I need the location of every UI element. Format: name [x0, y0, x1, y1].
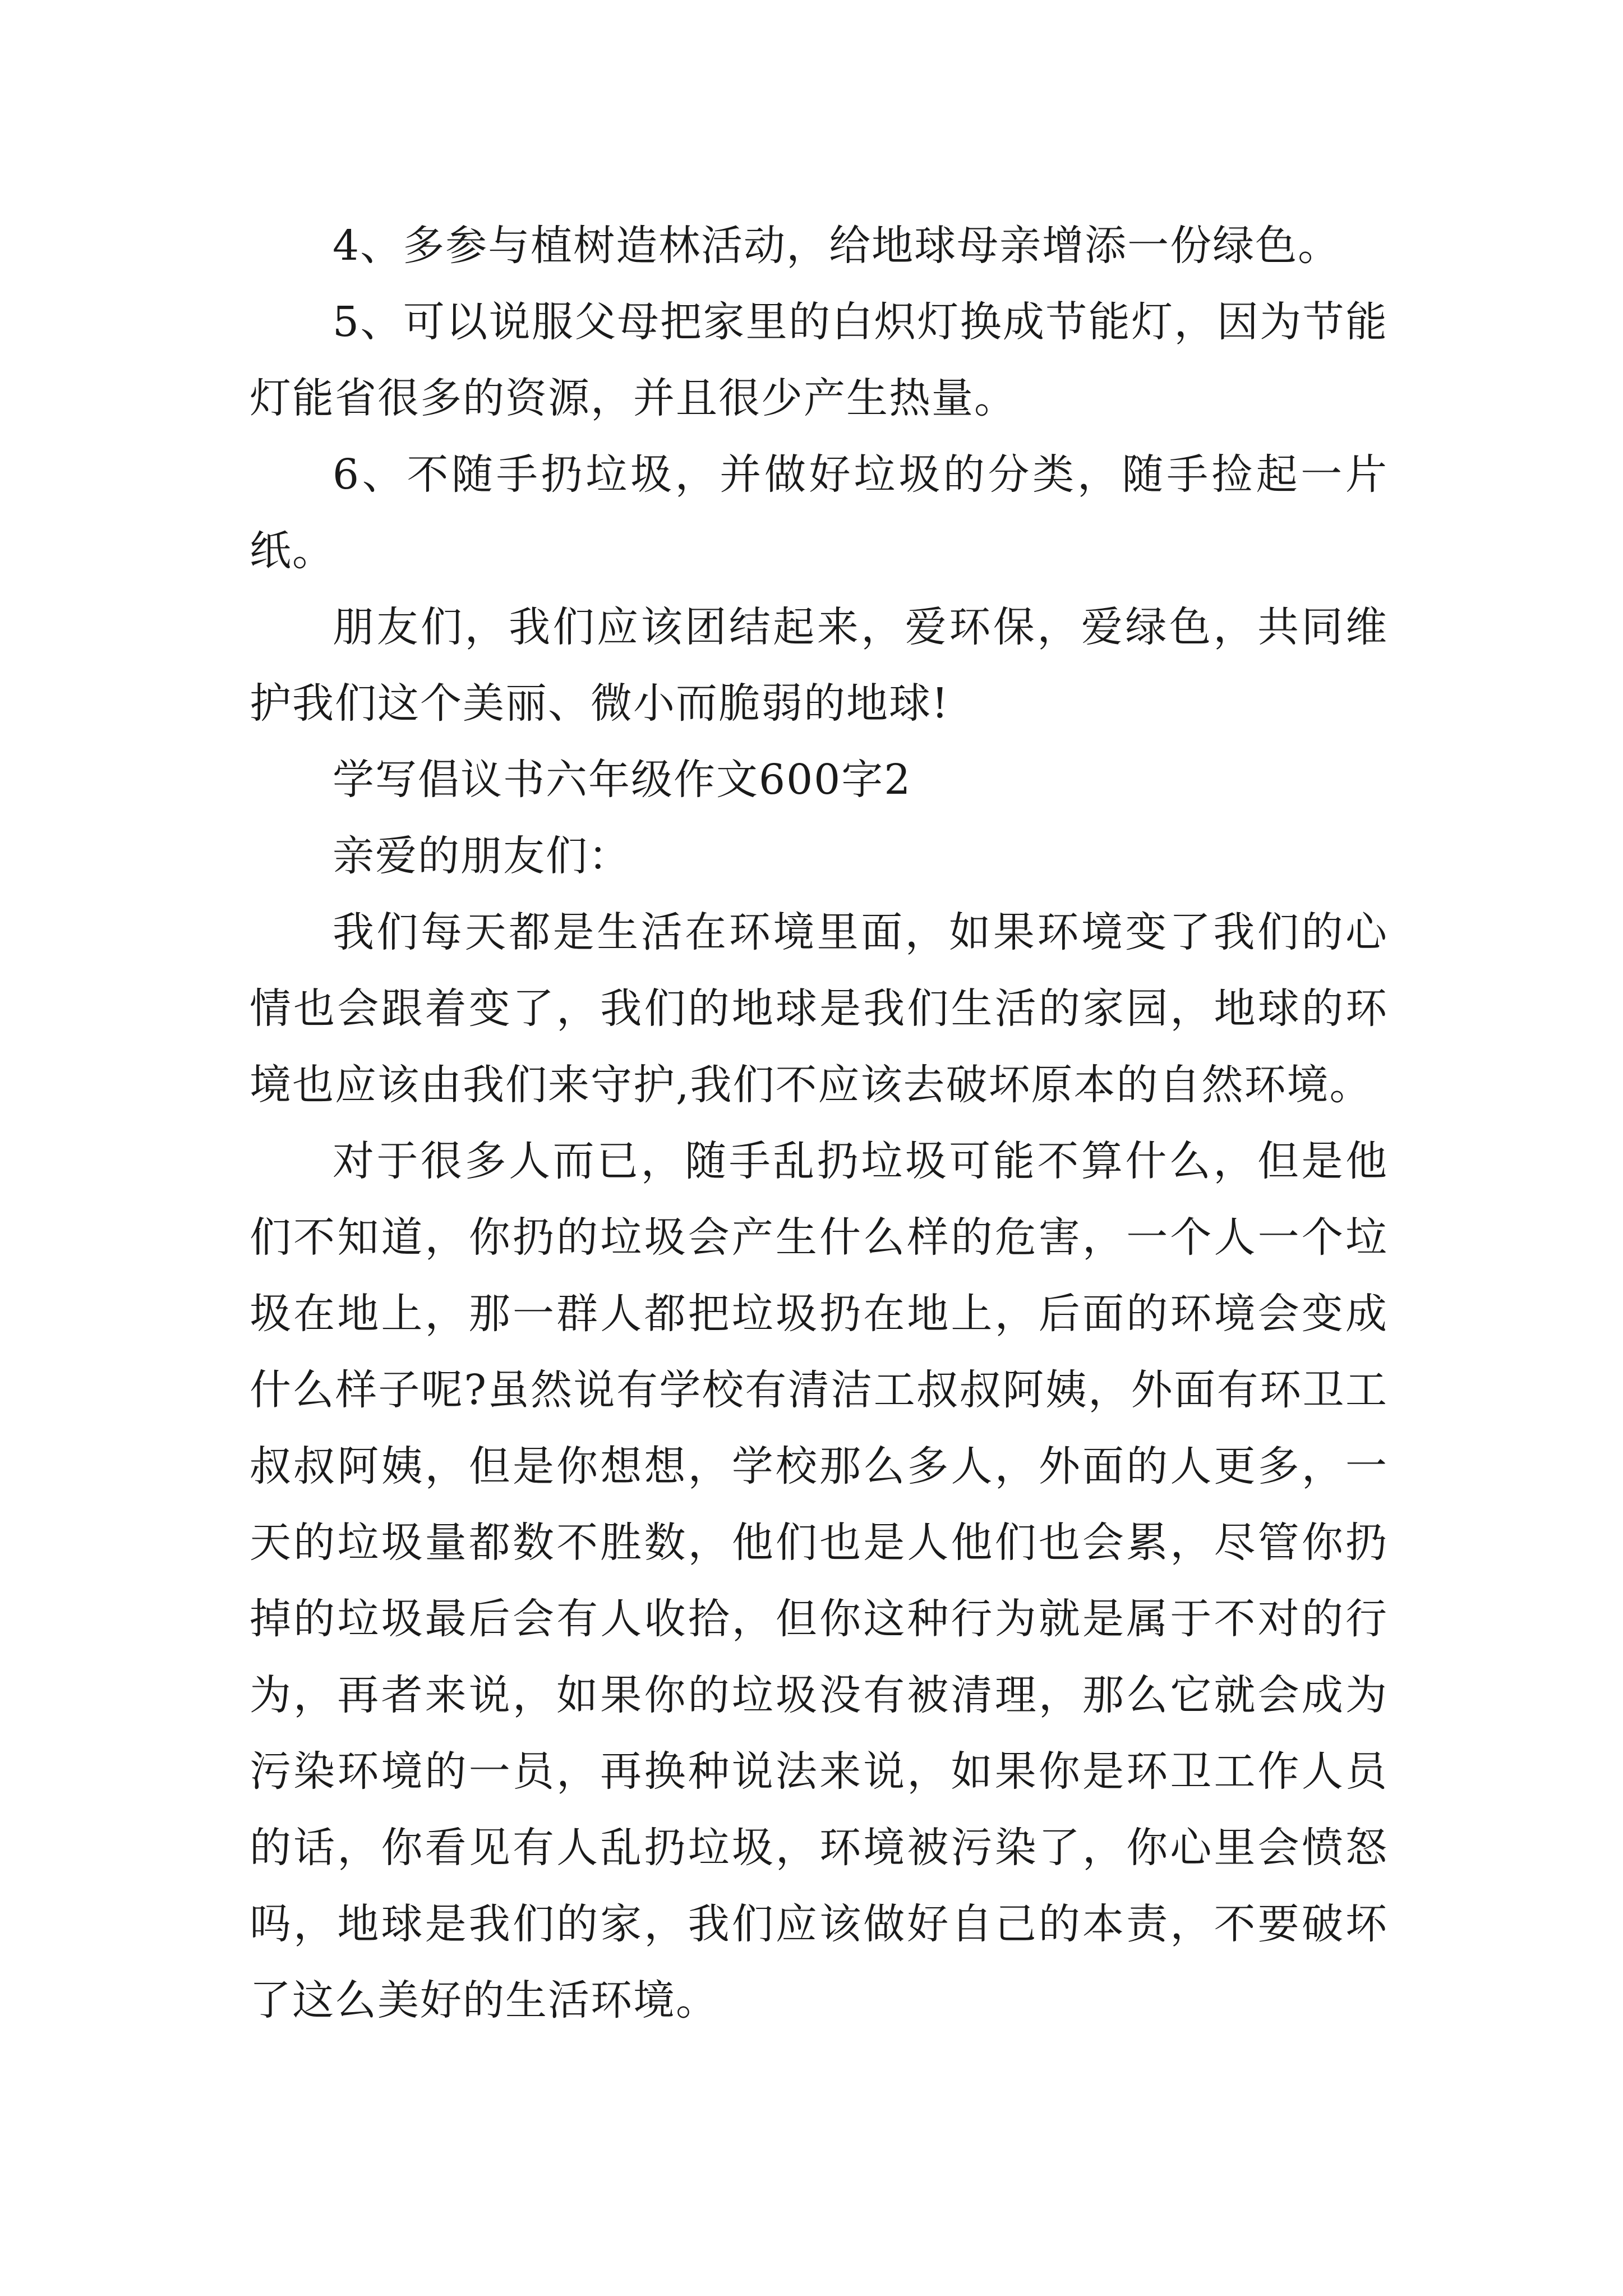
paragraph-tip-4: 4、多参与植树造林活动，给地球母亲增添一份绿色。 [333, 222, 1341, 270]
paragraph-tip-6: 6、不随手扔垃圾，并做好垃圾的分类，随手捡起一片纸。 [250, 450, 1388, 575]
salutation: 亲爱的朋友们： [333, 832, 631, 880]
paragraph-closing-call: 朋友们，我们应该团结起来，爱环保，爱绿色，共同维护我们这个美丽、微小而脆弱的地球! [250, 603, 1388, 728]
paragraph-litter: 对于很多人而已，随手乱扔垃圾可能不算什么，但是他们不知道，你扔的垃圾会产生什么样的危害，一个人一个垃圾在地上，那一群人都把垃圾扔在地上，后面的环境会变成什么样子呢?虽然说有学校有清洁工叔叔阿姨，外面有环卫工叔叔阿姨，但是你想想，学校那么多人，外面的人更多，一天的垃圾量都数不胜数，他们也是人他们也会累，尽管你扔掉的垃圾最后会有人收拾，但你这种行为就是属于不对的行为，再者来说，如果你的垃圾没有被清理，那么它就会成为污染环境的一员，再换种说法来说，如果你是环卫工作人员的话，你看见有人乱扔垃圾，环境被污染了，你心里会愤怒吗，地球是我们的家，我们应该做好自己的本责，不要破坏了这么美好的生活环境。 [250, 1137, 1388, 2024]
paragraph-environment: 我们每天都是生活在环境里面，如果环境变了我们的心情也会跟着变了，我们的地球是我们生活的家园，地球的环境也应该由我们来守护,我们不应该去破坏原本的自然环境。 [250, 908, 1388, 1109]
document-body [250, 208, 1388, 2039]
paragraph-tip-5: 5、可以说服父母把家里的白炽灯换成节能灯，因为节能灯能省很多的资源，并且很少产生热量。 [250, 298, 1388, 422]
section-heading: 学写倡议书六年级作文600字2 [333, 756, 912, 804]
